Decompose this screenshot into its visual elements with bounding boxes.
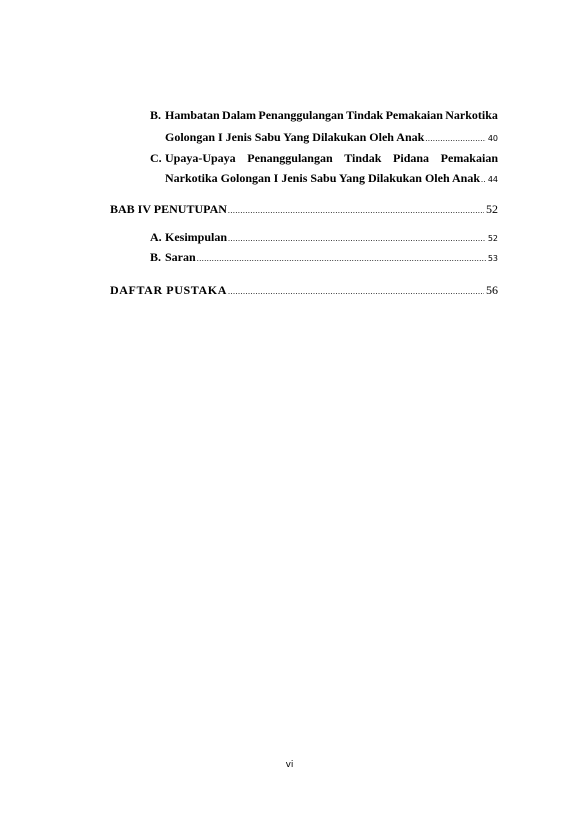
toc-word: Hambatan — [165, 108, 220, 122]
toc-entry-saran-page: 53 — [487, 254, 498, 263]
toc-entry-daftar-title: DAFTAR PUSTAKA — [110, 283, 227, 297]
toc-entry-c-letter: C. — [150, 151, 162, 165]
toc-leader-dots — [197, 252, 486, 266]
toc-word: Pemakaian — [440, 151, 498, 165]
toc-entry-saran-letter: B. — [150, 250, 162, 264]
toc-word: Dalam — [222, 108, 257, 122]
toc-entry-daftar-page: 56 — [486, 283, 498, 297]
toc-leader-dots — [228, 285, 484, 299]
toc-entry-saran-title: Saran — [165, 250, 196, 264]
toc-leader-dots — [228, 204, 484, 218]
toc-leader-dots — [228, 232, 486, 246]
toc-entry-b-page: 40 — [487, 134, 498, 143]
toc-entry-c-line2[interactable] — [165, 171, 498, 187]
toc-word: Pidana — [393, 151, 430, 165]
toc-word: Upaya-Upaya — [165, 151, 236, 165]
toc-entry-b-line1[interactable] — [165, 108, 498, 122]
toc-entry-c-page: 44 — [487, 175, 498, 184]
toc-entry-bab4-title: BAB IV PENUTUPAN — [110, 202, 227, 216]
page-number: vi — [285, 760, 294, 770]
toc-entry-b-letter: B. — [150, 108, 162, 122]
toc-entry-bab4[interactable] — [110, 202, 498, 218]
toc-entry-c-title: Narkotika Golongan I Jenis Sabu Yang Dilakukan Oleh Anak — [165, 171, 480, 185]
toc-entry-kesimpulan-page: 52 — [487, 234, 498, 243]
toc-entry-saran[interactable] — [150, 250, 498, 266]
toc-entry-daftar-pustaka[interactable] — [110, 283, 498, 299]
toc-word: Penanggulangan — [247, 151, 333, 165]
toc-word: Penanggulangan — [258, 108, 344, 122]
toc-entry-c-line1[interactable] — [165, 151, 498, 165]
toc-entry-b-title: Golongan I Jenis Sabu Yang Dilakukan Oleh Anak — [165, 130, 425, 144]
toc-entry-b-line2[interactable] — [165, 130, 498, 146]
toc-word: Tindak — [344, 151, 382, 165]
toc-word: Tindak — [346, 108, 384, 122]
toc-entry-kesimpulan[interactable] — [150, 230, 498, 246]
toc-word: Pemakaian — [385, 108, 443, 122]
toc-word: Narkotika — [445, 108, 498, 122]
toc-entry-bab4-page: 52 — [486, 202, 498, 216]
toc-entry-kesimpulan-letter: A. — [150, 230, 162, 244]
toc-entry-kesimpulan-title: Kesimpulan — [165, 230, 228, 244]
toc-leader-dots — [425, 132, 485, 146]
toc-leader-dots — [481, 173, 486, 187]
